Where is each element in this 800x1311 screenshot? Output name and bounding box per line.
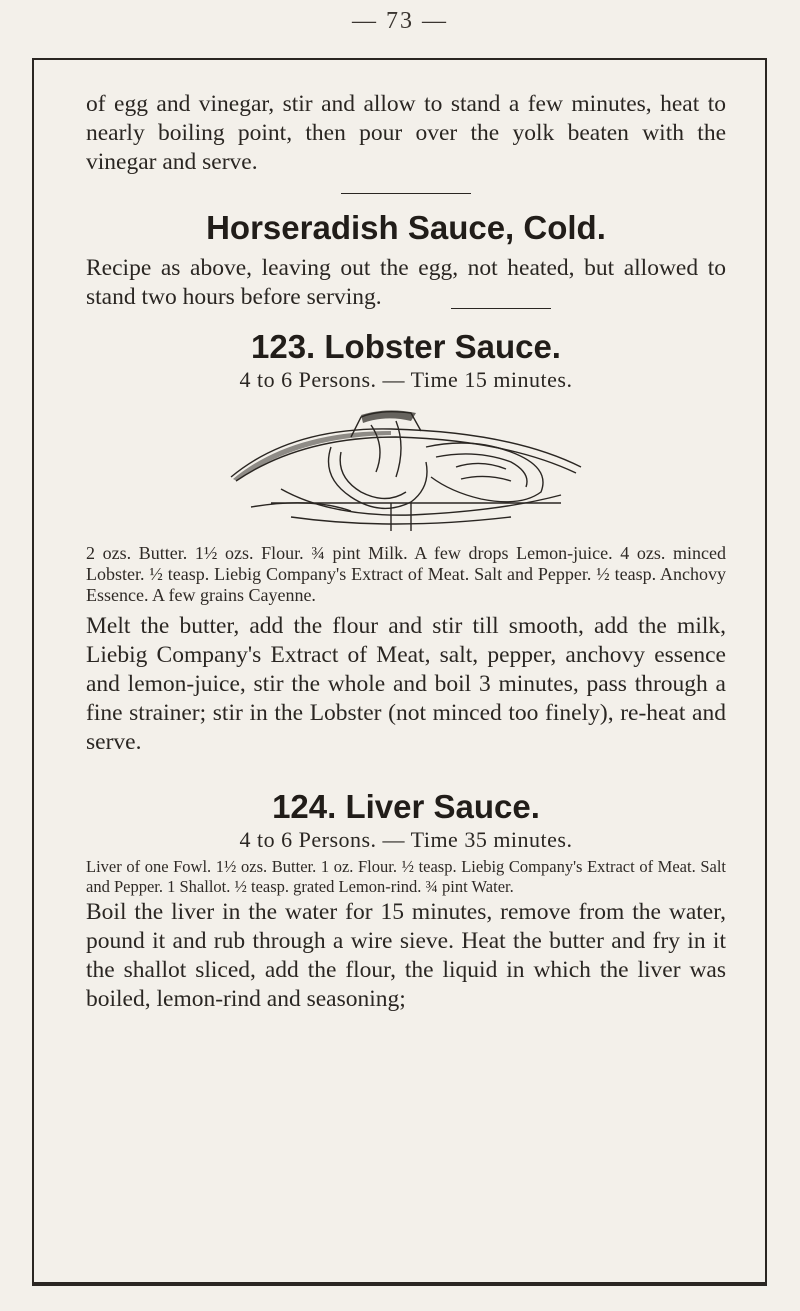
liver-title: 124. Liver Sauce. [272, 788, 540, 825]
lobster-ingredients: 2 ozs. Butter. 1½ ozs. Flour. ¾ pint Milk. A few drops Lemon-juice. 4 ozs. minced Lobster. ½ teasp. Liebig Company's Extract of Meat. Salt and Pepper. ½ teasp. Anchovy Essence. A few grains Cayenne. [86, 543, 726, 605]
horseradish-title: Horseradish Sauce, Cold. [206, 209, 606, 246]
lobster-illustration [211, 407, 601, 535]
horseradish-text: Recipe as above, leaving out the egg, not heated, but allowed to stand two hours before serving. [86, 255, 726, 310]
liver-subline: 4 to 6 Persons. — Time 35 minutes. [239, 827, 573, 852]
page-number: — 73 — [352, 8, 448, 34]
lobster-method: Melt the butter, add the flour and stir till smooth, add the milk, Liebig Company's Extract of Meat, salt, pepper, anchovy essence and lemon-juice, stir the whole and boil 3 minutes, pass through a fine strainer; stir in the Lobster (not minced too finely), re-heat and serve. [86, 613, 726, 755]
intro-paragraph: of egg and vinegar, stir and allow to stand a few minutes, heat to nearly boiling point, then pour over the yolk beaten with the vinegar and serve. [86, 91, 726, 175]
lobster-subline: 4 to 6 Persons. — Time 15 minutes. [239, 367, 573, 392]
divider-rule [451, 308, 551, 309]
liver-ingredients: Liver of one Fowl. 1½ ozs. Butter. 1 oz. Flour. ½ teasp. Liebig Company's Extract of Meat. Salt and Pepper. 1 Shallot. ½ teasp. grated Lemon-rind. ¾ pint Water. [86, 857, 726, 896]
page-content [86, 90, 726, 1014]
liver-method: Boil the liver in the water for 15 minutes, remove from the water, pound it and rub through a wire sieve. Heat the butter and fry in it the shallot sliced, add the flour, the liquid in which the liver was boiled, lemon-rind and seasoning; [86, 899, 726, 1012]
divider-rule [341, 193, 471, 194]
page-frame [32, 58, 767, 1286]
lobster-title: 123. Lobster Sauce. [251, 328, 561, 365]
